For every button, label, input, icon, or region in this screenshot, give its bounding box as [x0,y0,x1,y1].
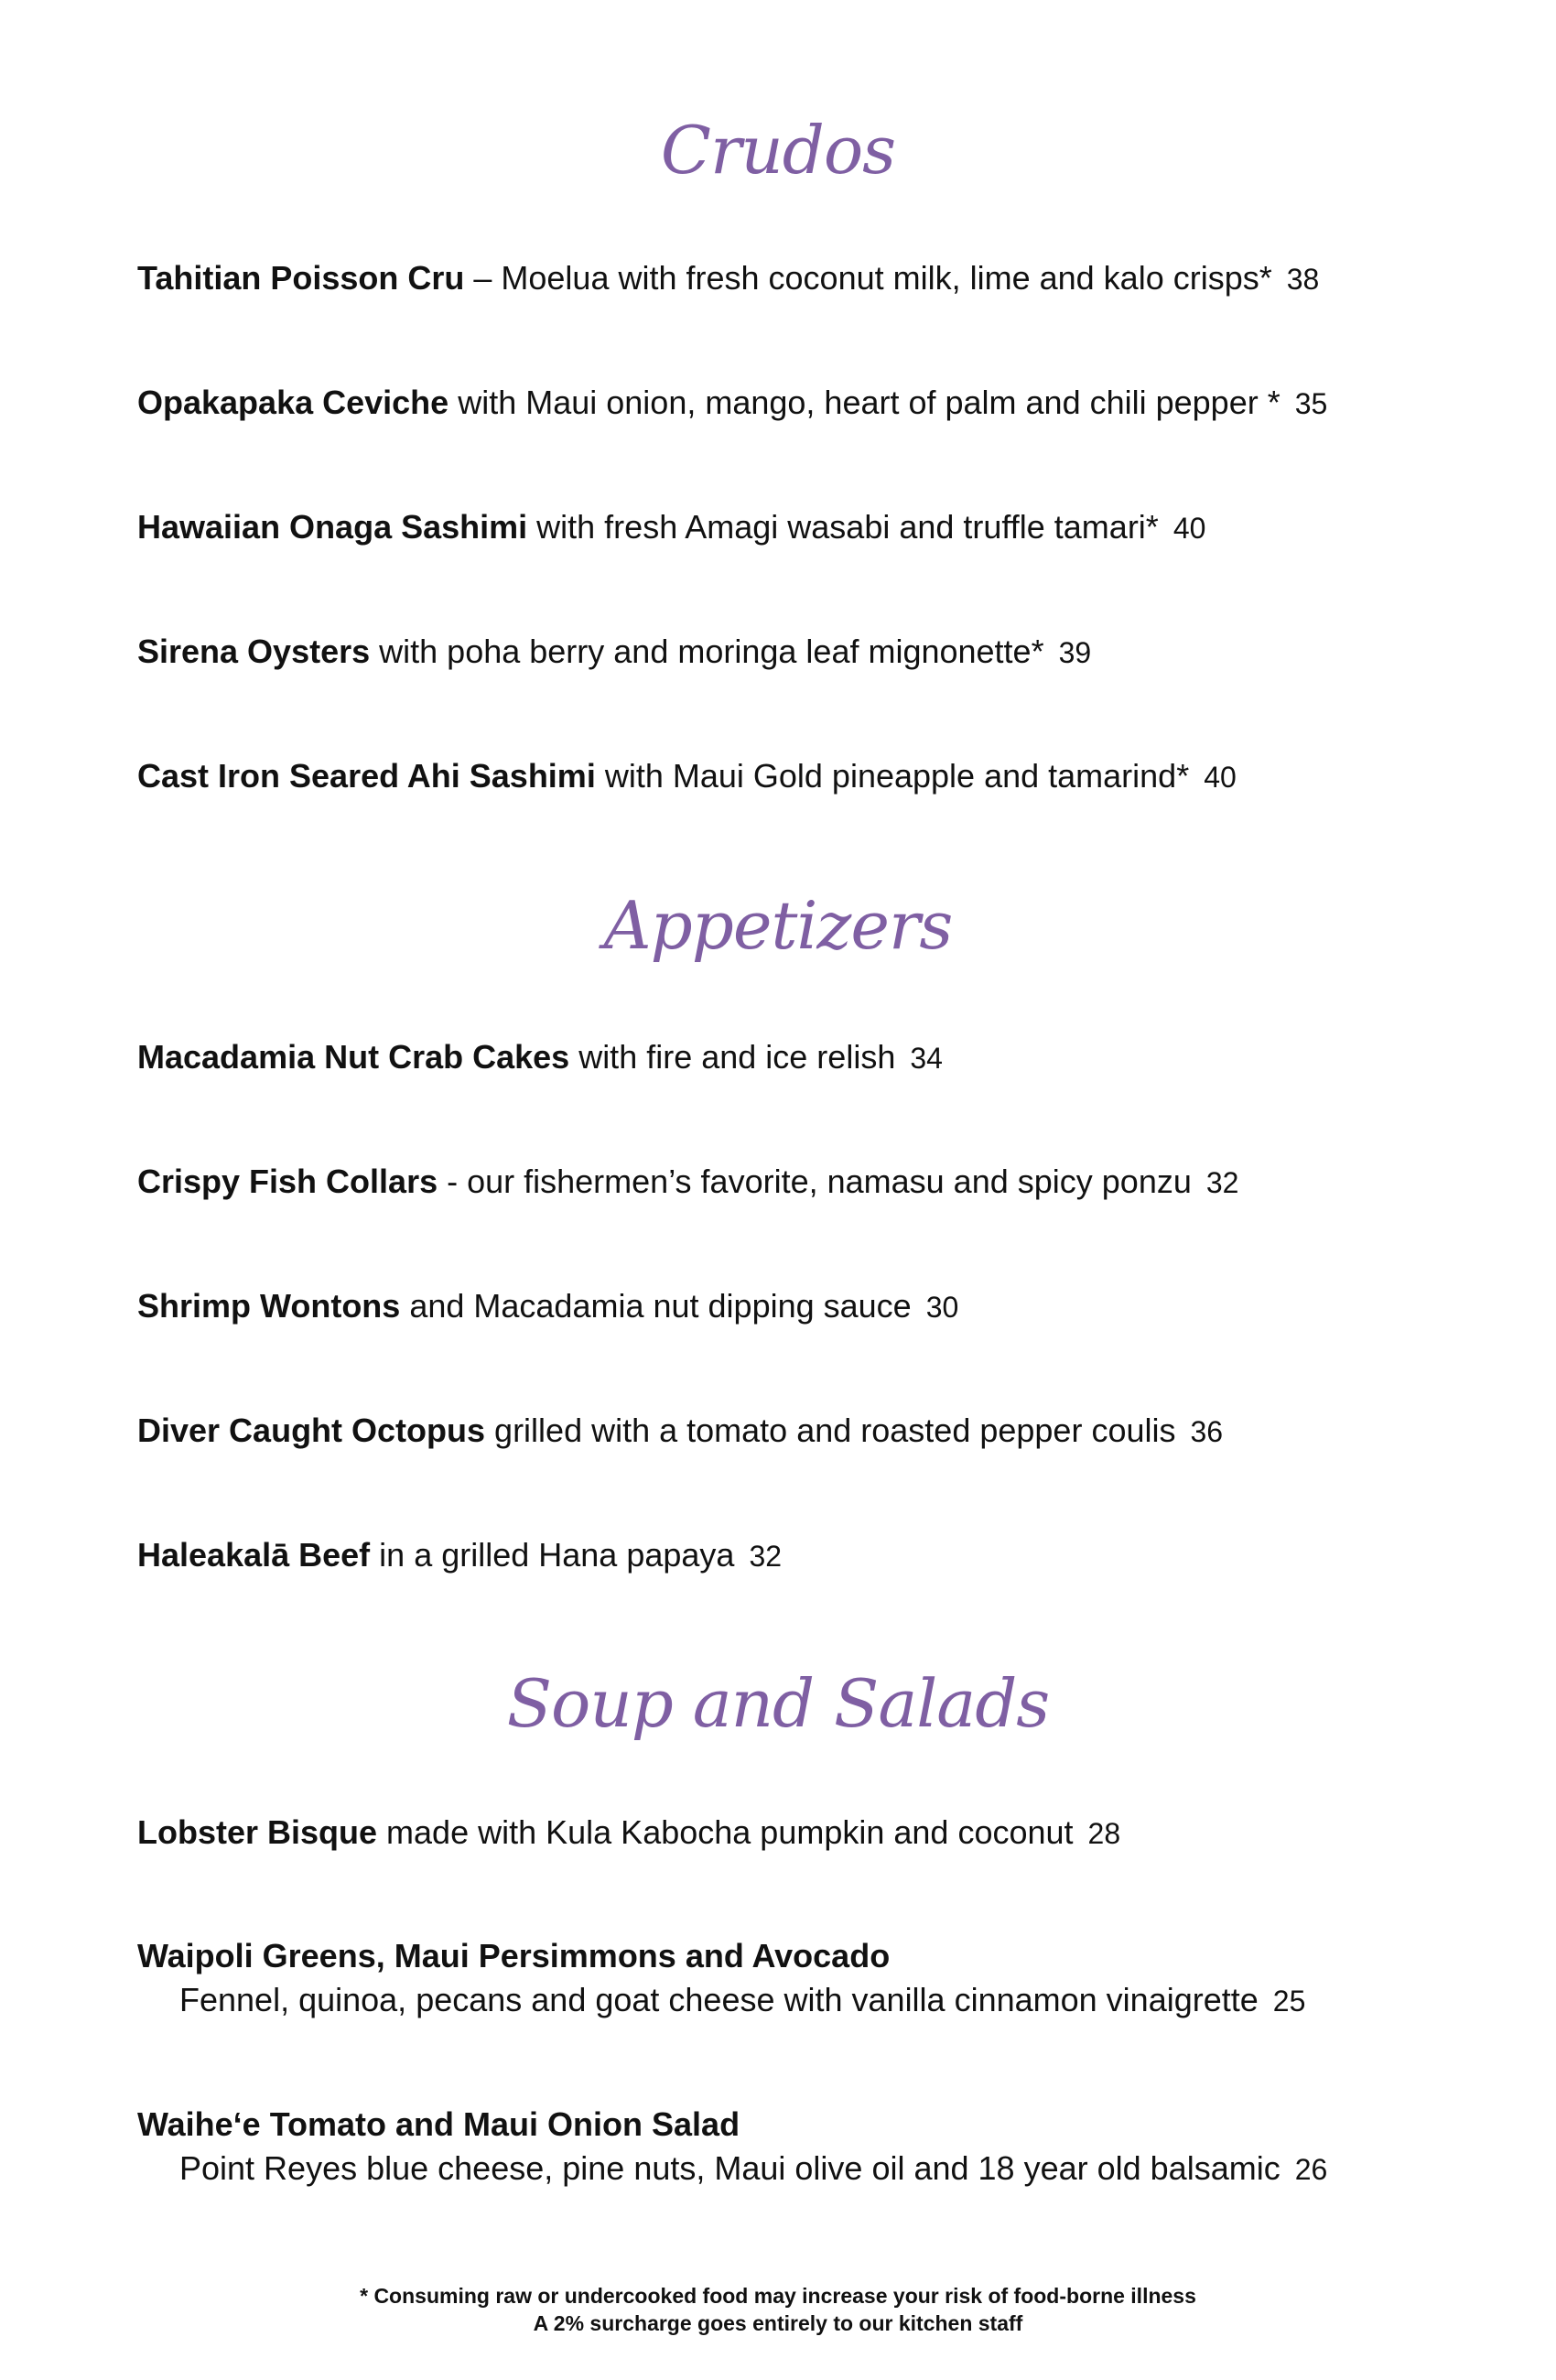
item-description: made with Kula Kabocha pumpkin and coconut [377,1813,1074,1851]
item-description: - our fishermen’s favorite, namasu and spicy ponzu [438,1163,1192,1200]
footer-surcharge-note: A 2% surcharge goes entirely to our kitchen staff [533,2310,1023,2335]
item-price: 35 [1294,387,1328,420]
menu-item [137,507,1205,546]
menu-item [137,1037,943,1076]
item-description: Point Reyes blue cheese, pine nuts, Maui olive oil and 18 year old balsamic [179,2149,1280,2187]
item-subline [179,1980,1305,2019]
item-name: Sirena Oysters [137,633,371,670]
item-name: Haleakalā Beef [137,1536,371,1574]
menu-item [137,1936,890,1975]
item-price: 30 [925,1291,959,1324]
menu-item [137,1812,1120,1852]
item-subline [179,2148,1327,2188]
footer-raw-food-warning: * Consuming raw or undercooked food may increase your risk of food-borne illness [360,2284,1196,2308]
menu-item [137,383,1327,422]
item-name: Tahitian Poisson Cru [137,259,465,297]
item-price: 28 [1087,1817,1121,1850]
item-price: 36 [1190,1415,1224,1448]
item-price: 40 [1204,761,1237,794]
item-name: Waihe‘e Tomato and Maui Onion Salad [137,2105,740,2143]
item-name: Waipoli Greens, Maui Persimmons and Avocado [137,1937,891,1974]
footer-disclaimer [0,2283,1556,2338]
item-description: – Moelua with fresh coconut milk, lime and kalo crisps* [464,259,1272,297]
item-price: 32 [749,1540,783,1573]
item-price: 38 [1286,263,1320,296]
menu-item [137,1411,1223,1450]
menu-item [137,258,1319,298]
item-name: Diver Caught Octopus [137,1412,486,1449]
item-name: Crispy Fish Collars [137,1163,438,1200]
item-description: with poha berry and moringa leaf mignonette* [370,633,1044,670]
item-description: with Maui Gold pineapple and tamarind* [595,757,1190,795]
item-description: Fennel, quinoa, pecans and goat cheese with vanilla cinnamon vinaigrette [179,1981,1259,2018]
item-name: Hawaiian Onaga Sashimi [137,508,528,546]
menu-item [137,756,1237,795]
item-name: Opakapaka Ceviche [137,384,449,421]
section-heading-appetizers: Appetizers [603,887,953,964]
item-name: Shrimp Wontons [137,1287,401,1325]
item-name: Macadamia Nut Crab Cakes [137,1038,570,1076]
section-heading-crudos: Crudos [660,112,896,189]
menu-item [137,1162,1238,1201]
item-price: 40 [1172,512,1206,545]
item-price: 26 [1294,2153,1328,2186]
item-price: 34 [910,1042,943,1075]
item-price: 32 [1205,1166,1239,1199]
item-price: 39 [1058,636,1092,669]
item-description: and Macadamia nut dipping sauce [400,1287,912,1325]
menu-item [137,1286,958,1325]
item-price: 25 [1272,1985,1306,2018]
item-description: with Maui onion, mango, heart of palm and chili pepper * [448,384,1280,421]
item-description: with fresh Amagi wasabi and truffle tamari* [527,508,1159,546]
menu-item [137,632,1091,671]
menu-item [137,2104,740,2144]
item-name: Cast Iron Seared Ahi Sashimi [137,757,596,795]
item-description: grilled with a tomato and roasted pepper coulis [485,1412,1176,1449]
item-description: with fire and ice relish [569,1038,896,1076]
section-heading-soup-and-salads: Soup and Salads [506,1665,1050,1742]
menu-item [137,1535,782,1574]
item-description: in a grilled Hana papaya [370,1536,735,1574]
item-name: Lobster Bisque [137,1813,378,1851]
